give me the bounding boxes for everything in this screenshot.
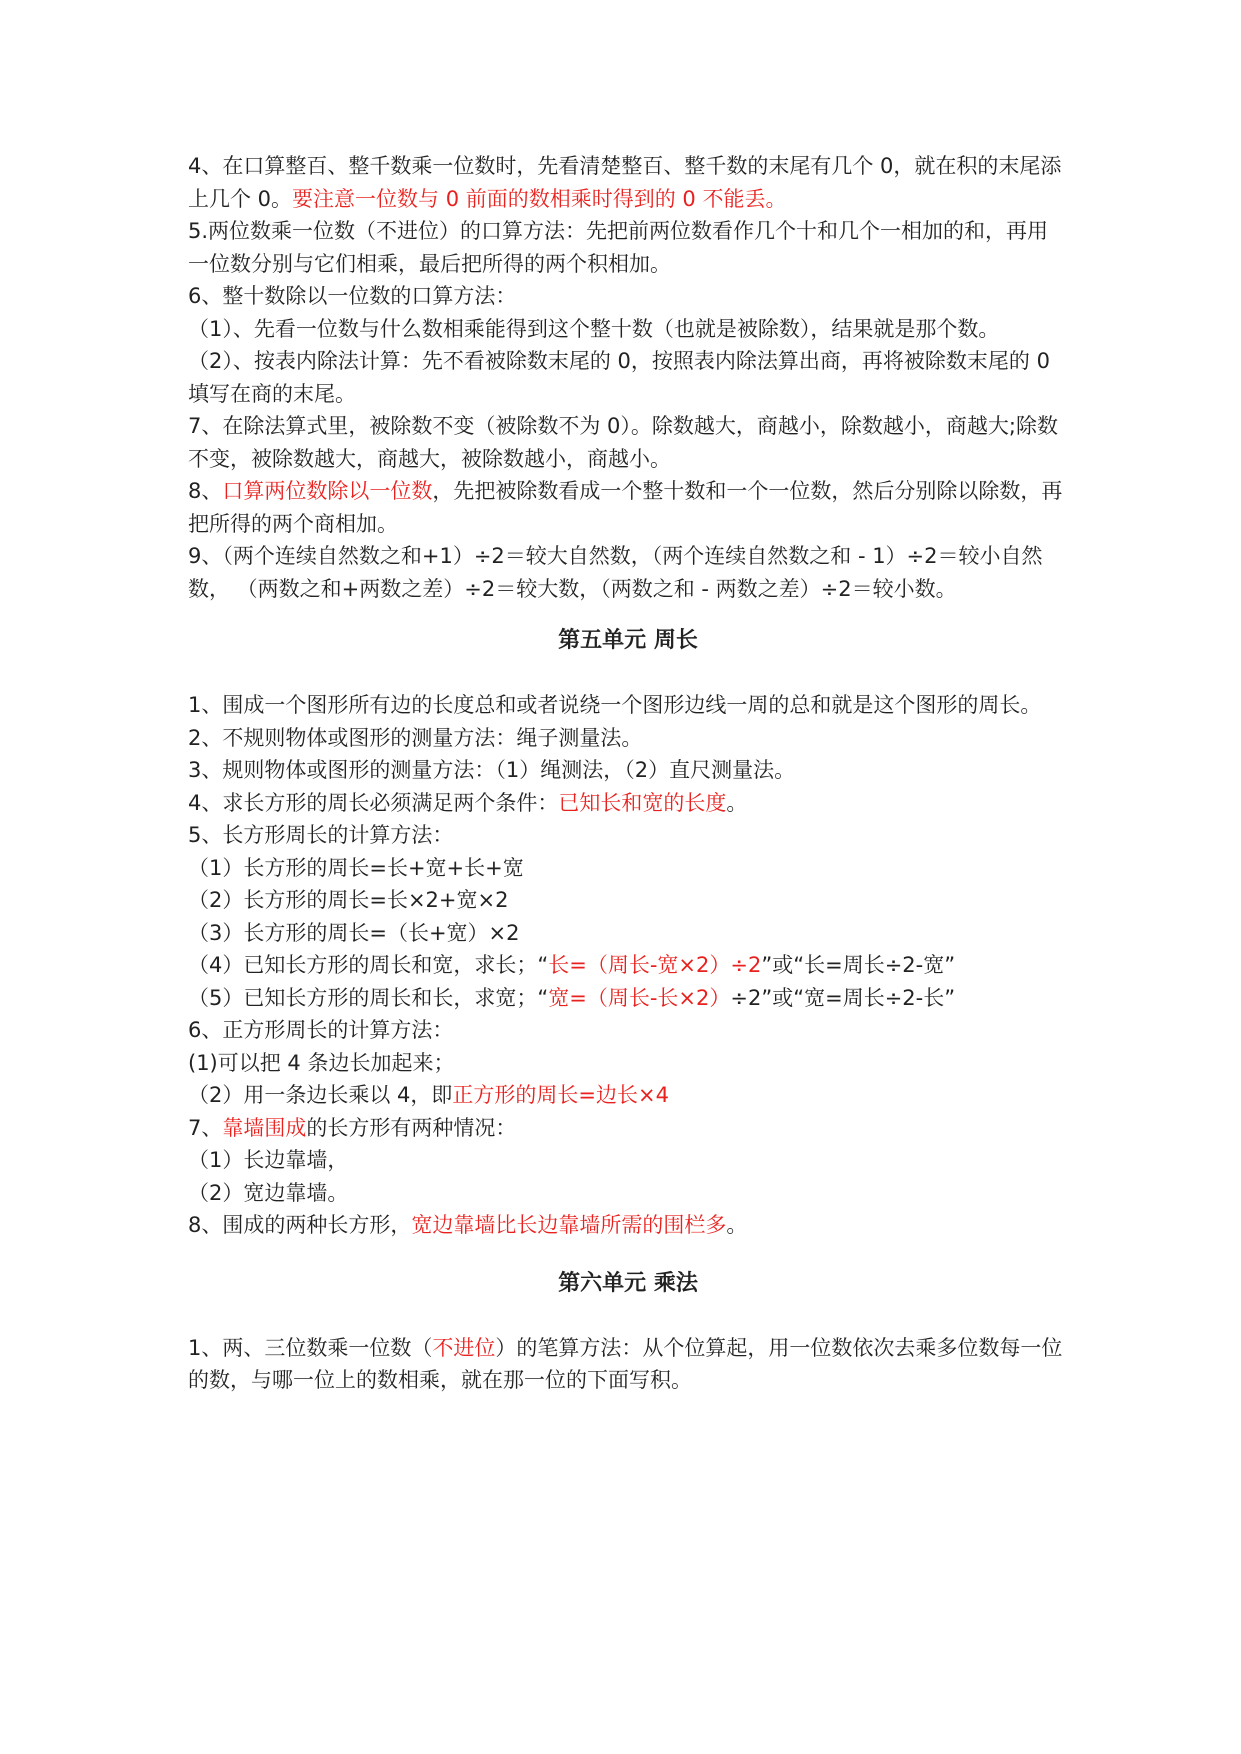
body-text: 8、围成的两种长方形， <box>188 1213 412 1237</box>
paragraph-p9 <box>188 540 1068 605</box>
highlighted-text: 靠墙围成 <box>222 1115 307 1140</box>
highlighted-text: 口算两位数除以一位数 <box>222 479 433 503</box>
paragraph-p6-2 <box>188 345 1068 410</box>
paragraph-u5-4 <box>188 787 1068 820</box>
body-text: （4）已知长方形的周长和宽，求长；“ <box>188 953 549 977</box>
highlighted-text: 宽=（周长-长×2） <box>548 985 731 1010</box>
unit6-heading: 第六单元 乘法 <box>558 1270 698 1296</box>
paragraph-u5-2 <box>188 722 1068 755</box>
body-text: （1）长方形的周长=长+宽+长+宽 <box>188 855 524 880</box>
body-text: 。 <box>726 1213 748 1237</box>
body-text: ，先把被除数看成一个整十数和一个一位数，然后分别除以除数，再把所得的两个商相加。 <box>188 479 1063 536</box>
body-text: （5）已知长方形的周长和长，求宽；“ <box>188 985 549 1010</box>
highlighted-text: 要注意一位数与 0 前面的数相乘时得到的 0 不能丢。 <box>292 186 787 211</box>
body-text: 5、长方形周长的计算方法： <box>188 823 454 847</box>
paragraph-u5-6-2 <box>188 1079 1068 1112</box>
body-text: （2）宽边靠墙。 <box>188 1180 349 1205</box>
body-text: ”或“长=周长÷2-宽” <box>761 953 956 977</box>
body-text: ÷2”或“宽=周长÷2-长” <box>730 985 956 1010</box>
body-text: 1、围成一个图形所有边的长度总和或者说绕一个图形边线一周的总和就是这个图形的周长。 <box>188 693 1042 717</box>
paragraph-u5-7-1 <box>188 1144 1068 1177</box>
paragraph-u5-5-3 <box>188 917 1068 950</box>
body-text: （2）用一条边长乘以 4，即 <box>188 1083 453 1107</box>
paragraph-u5-5-4 <box>188 949 1068 982</box>
unit5-heading: 第五单元 周长 <box>558 628 698 653</box>
paragraph-p5 <box>188 215 1068 280</box>
paragraph-p6-1 <box>188 313 1068 346</box>
body-text: 3、规则物体或图形的测量方法：（1）绳测法，（2）直尺测量法。 <box>188 758 796 782</box>
unit5-section <box>188 689 1068 1242</box>
paragraph-u5-6 <box>188 1014 1068 1047</box>
paragraph-u5-5-2 <box>188 884 1068 917</box>
paragraph-u6-1 <box>188 1332 1068 1397</box>
body-text: 的长方形有两种情况： <box>306 1115 517 1140</box>
body-text: （1）、先看一位数与什么数相乘能得到这个整十数（也就是被除数），结果就是那个数。 <box>188 316 1000 341</box>
paragraph-p4 <box>188 150 1068 215</box>
body-text: 6、整十数除以一位数的口算方法： <box>188 284 517 308</box>
body-text: 7、 <box>188 1115 223 1140</box>
body-text: 6、正方形周长的计算方法： <box>188 1018 454 1042</box>
body-text: ）的笔算方法：从个位算起，用一位数依次去乘多位数每一位的数，与哪一位上的数相乘，就在那一位的下面写积。 <box>188 1335 1063 1392</box>
paragraph-p7 <box>188 410 1068 475</box>
body-text: （3）长方形的周长=（长+宽）×2 <box>188 920 520 945</box>
paragraph-u5-6-1 <box>188 1047 1068 1080</box>
body-text: 1、两、三位数乘一位数（ <box>188 1335 433 1360</box>
unit4-continued-section <box>188 150 1068 605</box>
paragraph-u5-5-1 <box>188 852 1068 885</box>
body-text: 4、求长方形的周长必须满足两个条件： <box>188 790 559 815</box>
body-text: (1)可以把 4 条边长加起来； <box>188 1050 455 1075</box>
paragraph-u5-1 <box>188 689 1068 722</box>
paragraph-u5-7 <box>188 1112 1068 1145</box>
paragraph-u5-7-2 <box>188 1177 1068 1210</box>
highlighted-text: 已知长和宽的长度 <box>558 790 727 815</box>
body-text: 4、在口算整百、整千数乘一位数时，先看清楚整百、整千数的末尾有几个 0，就在积的末尾添上几个 0。 <box>188 154 1062 211</box>
document-page <box>188 150 1068 1397</box>
body-text: （2）、按表内除法计算：先不看被除数末尾的 0，按照表内除法算出商，再将被除数末尾的 0 填写在商的末尾。 <box>188 349 1050 406</box>
body-text: 8、 <box>188 479 223 503</box>
body-text: 。 <box>726 790 748 815</box>
paragraph-u5-5-5 <box>188 982 1068 1015</box>
body-text: （2）长方形的周长=长×2+宽×2 <box>188 888 509 912</box>
highlighted-text: 不进位 <box>432 1335 496 1360</box>
unit6-section <box>188 1332 1068 1397</box>
paragraph-p6 <box>188 280 1068 313</box>
body-text: 9、（两个连续自然数之和+1）÷2＝较大自然数，（两个连续自然数之和 - 1）÷2＝较小自然数， （两数之和+两数之差）÷2＝较大数，（两数之和 - 两数之差）÷2＝较小数。 <box>188 544 1043 601</box>
paragraph-p8 <box>188 475 1068 540</box>
body-text: 2、不规则物体或图形的测量方法：绳子测量法。 <box>188 725 643 750</box>
paragraph-u5-5 <box>188 819 1068 852</box>
highlighted-text: 宽边靠墙比长边靠墙所需的围栏多 <box>411 1213 727 1237</box>
body-text: 7、在除法算式里，被除数不变（被除数不为 0）。除数越大，商越小，除数越小，商越大;除数不变，被除数越大，商越大，被除数越小，商越小。 <box>188 414 1058 471</box>
highlighted-text: 正方形的周长=边长×4 <box>452 1083 669 1107</box>
highlighted-text: 长=（周长-宽×2）÷2 <box>548 953 762 977</box>
paragraph-u5-8 <box>188 1209 1068 1242</box>
body-text: 5.两位数乘一位数（不进位）的口算方法：先把前两位数看作几个十和几个一相加的和，再用一位数分别与它们相乘，最后把所得的两个积相加。 <box>188 219 1049 276</box>
paragraph-u5-3 <box>188 754 1068 787</box>
body-text: （1）长边靠墙， <box>188 1148 349 1172</box>
